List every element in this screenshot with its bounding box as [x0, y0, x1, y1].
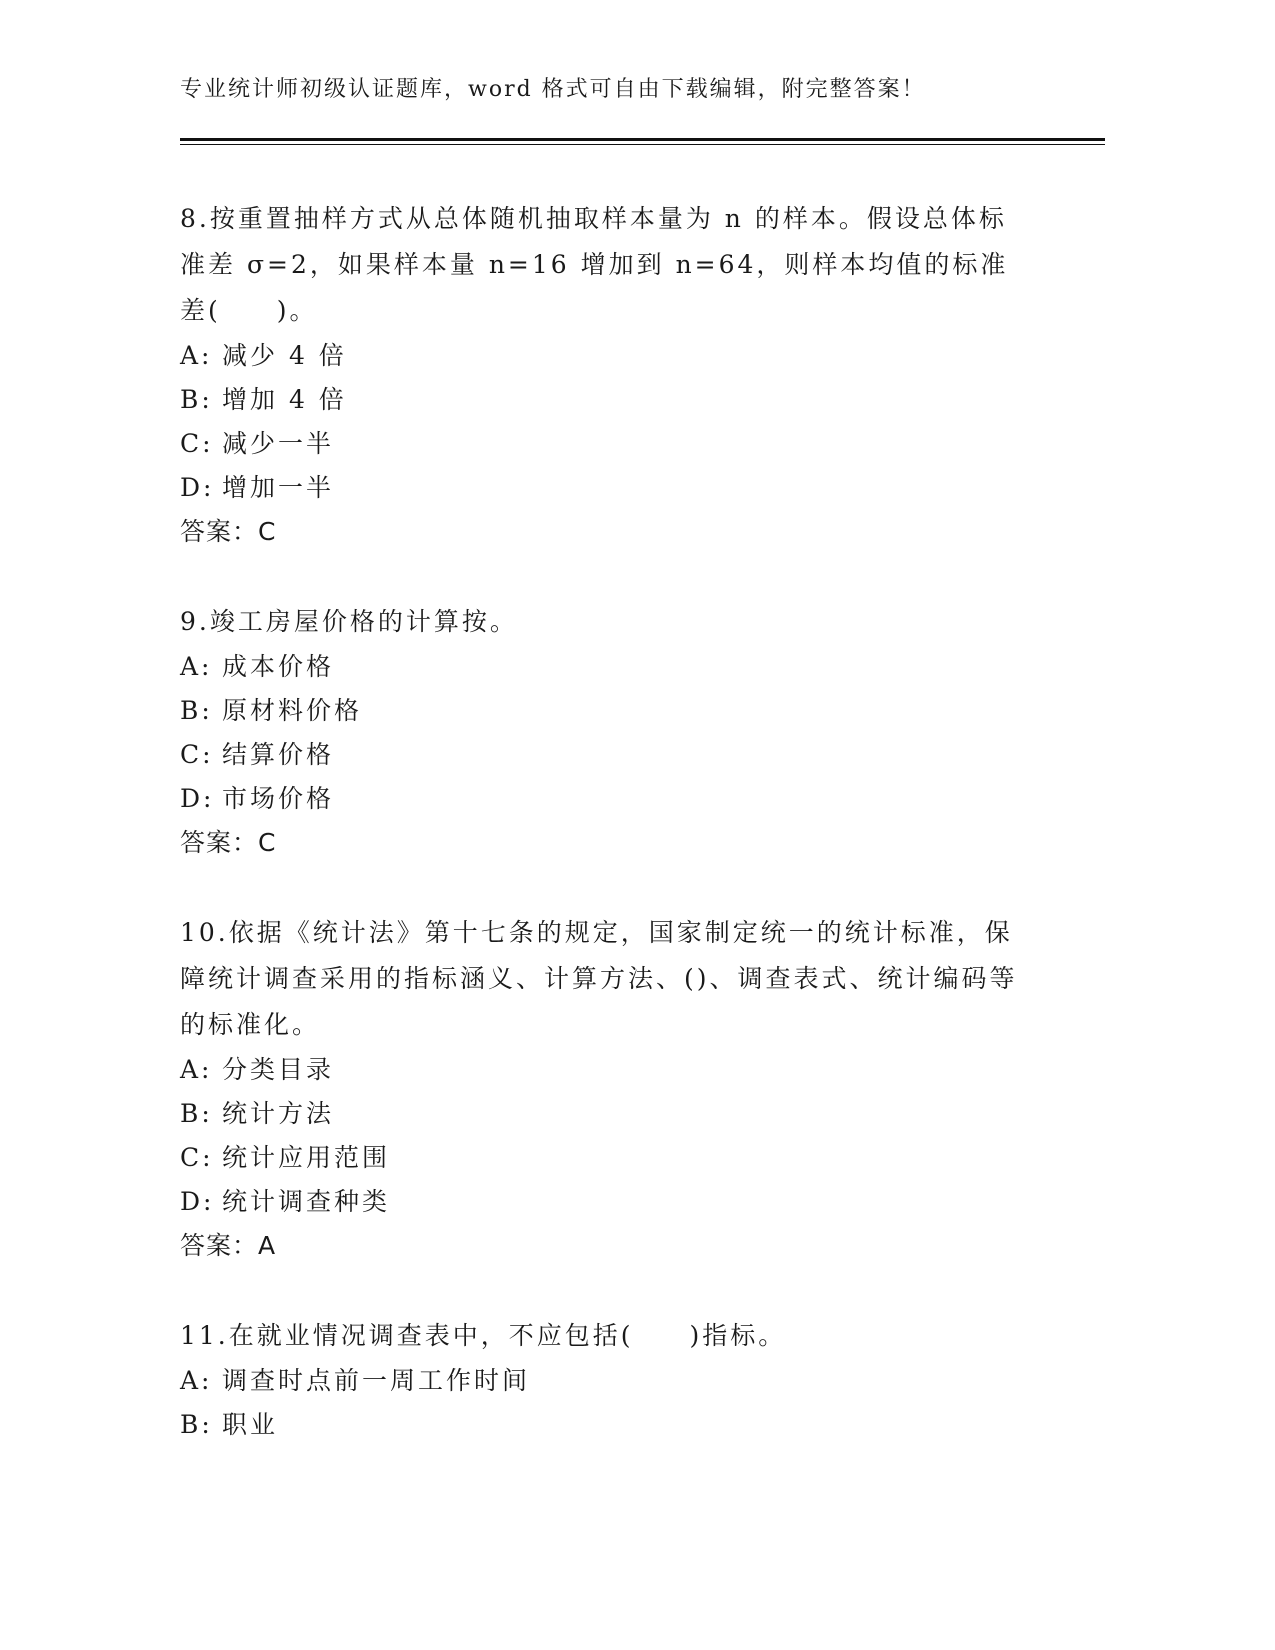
- option-c: [180, 733, 1030, 777]
- option-text: 市场价格: [222, 784, 335, 813]
- option-a: [180, 334, 1030, 378]
- option-letter: C:: [180, 740, 214, 769]
- question-10: [180, 910, 1030, 1268]
- option-letter: B:: [180, 1410, 213, 1439]
- option-d: [180, 777, 1030, 821]
- option-letter: B:: [180, 385, 213, 414]
- option-text: 原材料价格: [222, 696, 363, 725]
- question-text: 11.在就业情况调查表中，不应包括( )指标。: [180, 1321, 787, 1350]
- option-d: [180, 1180, 1030, 1224]
- option-text: 增加 4 倍: [222, 385, 347, 414]
- option-letter: A:: [180, 652, 213, 681]
- option-b: [180, 1092, 1030, 1136]
- option-text: 统计应用范围: [222, 1143, 391, 1172]
- question-11: [180, 1313, 1030, 1447]
- option-a: [180, 1048, 1030, 1092]
- header-rule-thick: [180, 138, 1105, 141]
- question-list: [180, 196, 1030, 1492]
- question-text: 8.按重置抽样方式从总体随机抽取样本量为 n 的样本。假设总体标准差 σ=2，如果样本量 n=16 增加到 n=64，则样本均值的标准差( )。: [180, 204, 1009, 325]
- option-d: [180, 466, 1030, 510]
- option-a: [180, 645, 1030, 689]
- option-letter: A:: [180, 1055, 213, 1084]
- option-letter: A:: [180, 1366, 213, 1395]
- option-letter: A:: [180, 341, 213, 370]
- option-c: [180, 1136, 1030, 1180]
- option-text: 结算价格: [222, 740, 335, 769]
- option-b: [180, 378, 1030, 422]
- answer-line: 答案：C: [180, 828, 277, 857]
- question-9: [180, 599, 1030, 865]
- option-text: 减少一半: [222, 429, 335, 458]
- option-letter: B:: [180, 1099, 213, 1128]
- answer-line: 答案：C: [180, 517, 277, 546]
- option-letter: C:: [180, 1143, 214, 1172]
- option-letter: D:: [180, 1187, 215, 1216]
- question-text: 9.竣工房屋价格的计算按。: [180, 607, 518, 636]
- option-text: 统计调查种类: [222, 1187, 391, 1216]
- option-c: [180, 422, 1030, 466]
- option-letter: D:: [180, 473, 215, 502]
- option-a: [180, 1359, 1030, 1403]
- page-header: 专业统计师初级认证题库，word 格式可自由下载编辑，附完整答案！: [180, 77, 926, 102]
- option-letter: D:: [180, 784, 215, 813]
- option-b: [180, 1403, 1030, 1447]
- option-text: 调查时点前一周工作时间: [222, 1366, 531, 1395]
- option-text: 成本价格: [222, 652, 335, 681]
- question-text: 10.依据《统计法》第十七条的规定，国家制定统一的统计标准，保障统计调查采用的指标涵义、计算方法、()、调查表式、统计编码等的标准化。: [180, 918, 1018, 1039]
- header-rule-thin: [180, 144, 1105, 145]
- option-text: 减少 4 倍: [222, 341, 347, 370]
- option-b: [180, 689, 1030, 733]
- option-text: 增加一半: [222, 473, 335, 502]
- option-text: 统计方法: [222, 1099, 335, 1128]
- option-text: 分类目录: [222, 1055, 335, 1084]
- option-letter: B:: [180, 696, 213, 725]
- option-letter: C:: [180, 429, 214, 458]
- question-8: [180, 196, 1030, 554]
- answer-line: 答案：A: [180, 1231, 277, 1260]
- option-text: 职业: [222, 1410, 279, 1439]
